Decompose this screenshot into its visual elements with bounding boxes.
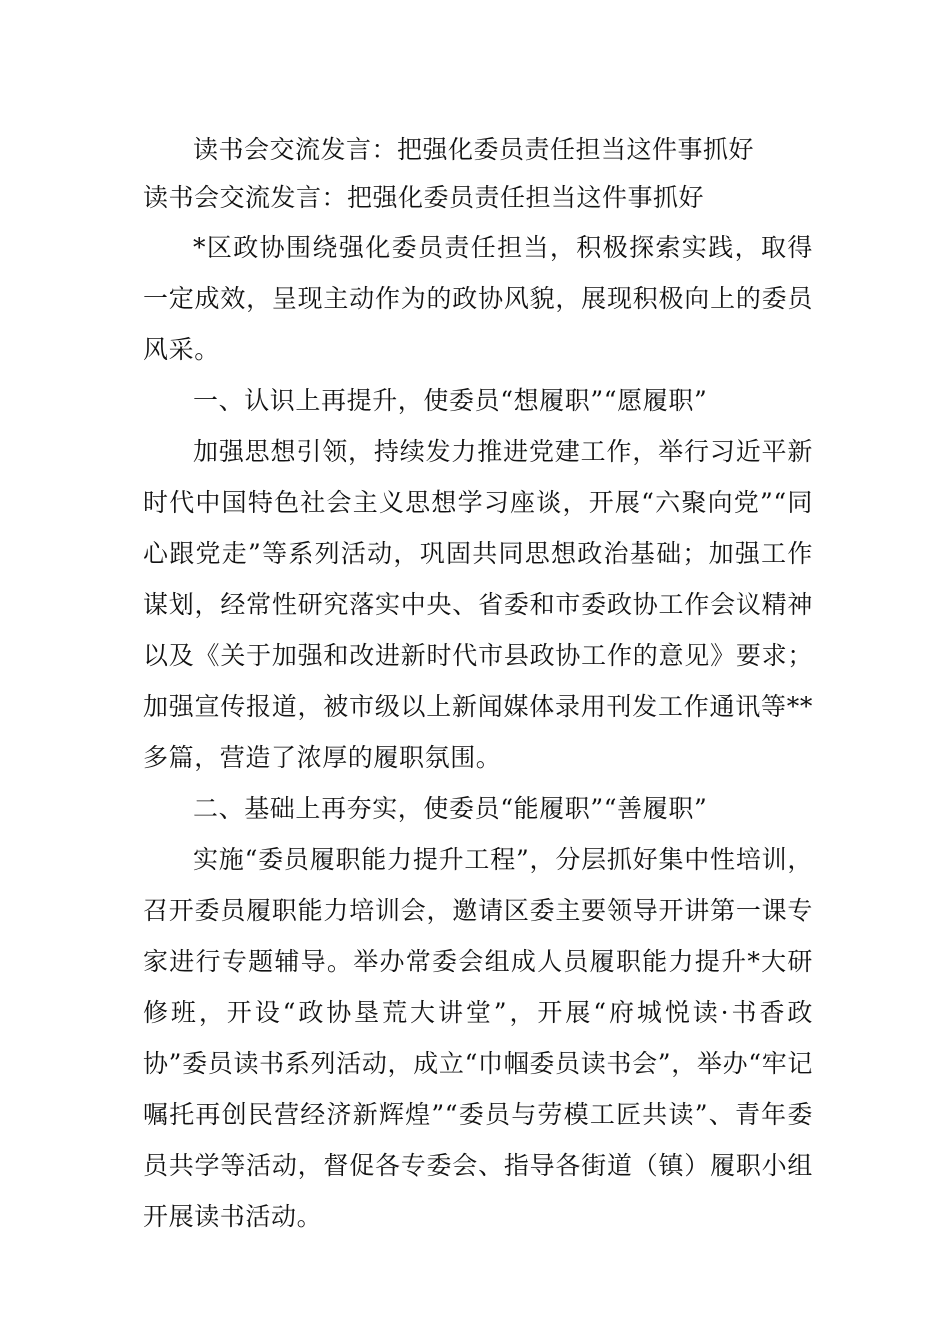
document-body	[143, 222, 813, 1242]
section-heading-2: 二、基础上再夯实，使委员“能履职”“善履职”	[193, 794, 708, 823]
document-title: 读书会交流发言：把强化委员责任担当这件事抓好	[193, 135, 755, 164]
section-body-2: 实施“委员履职能力提升工程”，分层抓好集中性培训，召开委员履职能力培训会，邀请区委主要领导开讲第一课专家进行专题辅导。举办常委会组成人员履职能力提升*大研修班，开设“政协垦荒大讲堂”，开展“府城悦读·书香政协”委员读书系列活动，成立“巾帼委员读书会”，举办“牢记嘱托再创民营经济新辉煌”“委员与劳模工匠共读”、青年委员共学等活动，督促各专委会、指导各街道（镇）履职小组开展读书活动。	[143, 845, 813, 1231]
document-subtitle: 读书会交流发言：把强化委员责任担当这件事抓好	[143, 183, 705, 212]
intro-paragraph: *区政协围绕强化委员责任担当，积极探索实践，取得一定成效，呈现主动作为的政协风貌，展现积极向上的委员风采。	[143, 233, 813, 364]
section-body-1: 加强思想引领，持续发力推进党建工作，举行习近平新时代中国特色社会主义思想学习座谈，开展“六聚向党”“同心跟党走”等系列活动，巩固共同思想政治基础；加强工作谋划，经常性研究落实中央、省委和市委政协工作会议精神以及《关于加强和改进新时代市县政协工作的意见》要求；加强宣传报道，被市级以上新闻媒体录用刊发工作通讯等**多篇，营造了浓厚的履职氛围。	[143, 437, 813, 772]
document-page	[143, 130, 813, 1242]
section-heading-1: 一、认识上再提升，使委员“想履职”“愿履职”	[193, 386, 708, 415]
